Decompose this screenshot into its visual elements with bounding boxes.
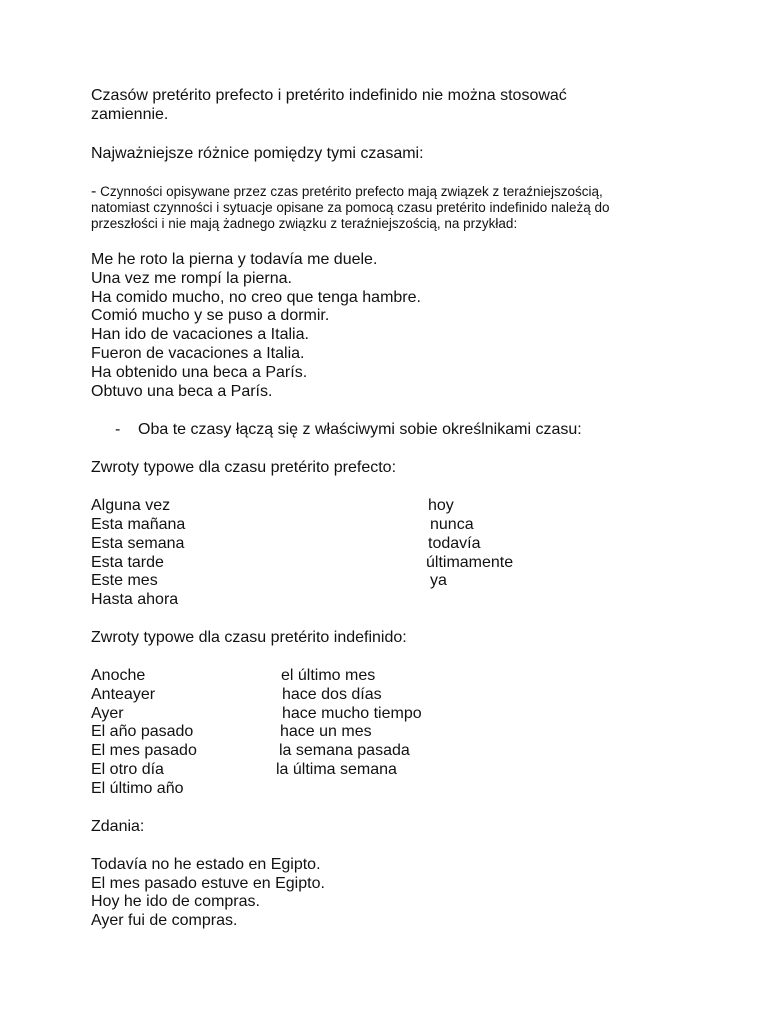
perfecto-phrase: Alguna vez <box>91 497 171 514</box>
zdania-heading: Zdania: <box>91 818 145 835</box>
example-line: Fueron de vacaciones a Italia. <box>91 345 305 362</box>
example-line: Comió mucho y se puso a dormir. <box>91 307 330 324</box>
indefinido-phrase: hace mucho tiempo <box>282 705 422 722</box>
perfecto-phrase: Esta mañana <box>91 516 186 533</box>
example-line: Me he roto la pierna y todavía me duele. <box>91 251 378 268</box>
indefinido-phrase: El año pasado <box>91 723 194 740</box>
point-2-dash: - <box>115 421 121 438</box>
indefinido-phrase: Ayer <box>91 705 124 722</box>
differences-heading: Najważniejsze różnice pomiędzy tymi czasami: <box>91 145 424 162</box>
intro-line-1: Czasów pretérito prefecto i pretérito indefinido nie można stosować <box>91 87 567 104</box>
point-1-text-1: Czynności opisywane przez czas pretérito prefecto mają związek z teraźniejszością, <box>100 184 603 199</box>
point-2-text: Oba te czasy łączą się z właściwymi sobie określnikami czasu: <box>138 421 582 438</box>
perfecto-phrase: Hasta ahora <box>91 591 179 608</box>
indefinido-phrase: Anoche <box>91 667 146 684</box>
indefinido-phrase: El último año <box>91 780 184 797</box>
perfecto-phrase: Esta tarde <box>91 554 164 571</box>
example-line: Han ido de vacaciones a Italia. <box>91 326 309 343</box>
zdania-line: Todavía no he estado en Egipto. <box>91 856 321 873</box>
indefinido-phrase: hace un mes <box>280 723 372 740</box>
intro-line-2: zamiennie. <box>91 106 169 123</box>
point-1-line-3: przeszłości i nie mają żadnego związku z teraźniejszością, na przykład: <box>91 216 518 231</box>
perfecto-phrase: nunca <box>430 516 474 533</box>
zdania-line: Ayer fui de compras. <box>91 912 238 929</box>
indefinido-phrase: El otro día <box>91 761 164 778</box>
indefinido-phrase: El mes pasado <box>91 742 197 759</box>
zdania-line: El mes pasado estuve en Egipto. <box>91 875 325 892</box>
perfecto-phrase: todavía <box>428 535 481 552</box>
indefinido-phrase: Anteayer <box>91 686 156 703</box>
example-line: Obtuvo una beca a París. <box>91 383 273 400</box>
perfecto-phrase: hoy <box>428 497 454 514</box>
example-line: Ha comido mucho, no creo que tenga hambre. <box>91 289 421 306</box>
indefinido-phrase: la última semana <box>276 761 397 778</box>
perfecto-phrase: Esta semana <box>91 535 185 552</box>
perfecto-phrase: Este mes <box>91 572 158 589</box>
indefinido-phrase: hace dos días <box>282 686 382 703</box>
indefinido-phrase: el último mes <box>281 667 376 684</box>
perfecto-heading: Zwroty typowe dla czasu pretérito prefecto: <box>91 459 397 476</box>
point-1-dash: - <box>91 183 97 200</box>
point-1-line-1 <box>91 183 603 200</box>
example-line: Una vez me rompí la pierna. <box>91 270 292 287</box>
perfecto-phrase: ya <box>430 572 447 589</box>
point-1-line-2: natomiast czynności i sytuacje opisane za pomocą czasu pretérito indefinido należą do <box>91 200 610 215</box>
zdania-line: Hoy he ido de compras. <box>91 893 260 910</box>
example-line: Ha obtenido una beca a París. <box>91 364 308 381</box>
indefinido-heading: Zwroty typowe dla czasu pretérito indefinido: <box>91 629 407 646</box>
indefinido-phrase: la semana pasada <box>279 742 410 759</box>
perfecto-phrase: últimamente <box>426 554 514 571</box>
